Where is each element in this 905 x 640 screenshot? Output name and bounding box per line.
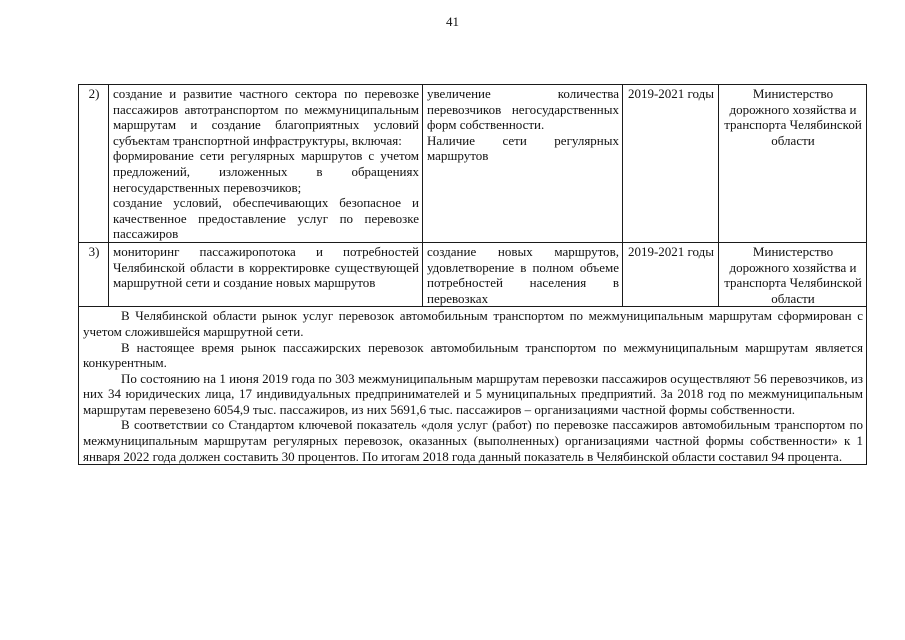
summary-paragraph: В Челябинской области рынок услуг перевозок автомобильным транспортом по межмуниципальным маршрутам сформирован с учетом сложившейся маршрутной сети. bbox=[83, 308, 863, 339]
period-cell: 2019-2021 годы bbox=[623, 242, 719, 306]
row-number: 2) bbox=[79, 85, 109, 243]
result-cell bbox=[423, 242, 623, 306]
activity-text: мониторинг пассажиропотока и потребностей Челябинской области в корректировке существующей маршрутной сети и создание новых маршрутов bbox=[113, 243, 419, 291]
result-text: Наличие сети регулярных маршрутов bbox=[427, 132, 619, 164]
activity-cell bbox=[109, 242, 423, 306]
summary-row bbox=[79, 307, 867, 465]
page-number: 41 bbox=[446, 14, 459, 29]
row-number: 3) bbox=[79, 242, 109, 306]
responsible-org-cell: Министерство дорожного хозяйства и транспорта Челябинской области bbox=[719, 85, 867, 243]
result-text: создание новых маршрутов, удовлетворение в полном объеме потребностей населения в перевозках bbox=[427, 243, 619, 306]
table-row bbox=[79, 242, 867, 306]
measures-table bbox=[78, 84, 867, 465]
activity-cell bbox=[109, 85, 423, 243]
summary-paragraph: По состоянию на 1 июня 2019 года по 303 межмуниципальным маршрутам перевозки пассажиров осуществляют 56 перевозчиков, из них 34 юридических лица, 17 индивидуальных предпринимателей и 5 муниципальных предприятий. За 2018 год по межмуниципальным маршрутам перевезено 6054,9 тыс. пассажиров, из них 5691,6 тыс. пассажиров – организациями частной формы собственности. bbox=[83, 370, 863, 417]
summary-paragraph: В соответствии со Стандартом ключевой показатель «доля услуг (работ) по перевозке пассажиров автомобильным транспортом по межмуниципальным маршрутам регулярных перевозок, оказанных (выполненных) организациями частной формы собственности» к 1 января 2022 года должен составить 30 процентов. По итогам 2018 года данный показатель в Челябинской области составил 94 процента. bbox=[83, 417, 863, 464]
result-text: увеличение количества перевозчиков негосударственных форм собственности. bbox=[427, 86, 619, 133]
activity-text: создание условий, обеспечивающих безопасное и качественное предоставление услуг по перевозке пассажиров bbox=[113, 195, 419, 242]
result-cell bbox=[423, 85, 623, 243]
period-cell: 2019-2021 годы bbox=[623, 85, 719, 243]
summary-cell bbox=[79, 307, 867, 465]
summary-paragraph: В настоящее время рынок пассажирских перевозок автомобильным транспортом по межмуниципальным маршрутам является конкурентным. bbox=[83, 339, 863, 371]
table-row bbox=[79, 85, 867, 243]
activity-text: формирование сети регулярных маршрутов с учетом предложений, изложенных в обращениях негосударственных перевозчиков; bbox=[113, 148, 419, 195]
responsible-org-cell: Министерство дорожного хозяйства и транспорта Челябинской области bbox=[719, 242, 867, 306]
activity-text: создание и развитие частного сектора по перевозке пассажиров автотранспортом по межмуниципальным маршрутам и создание благоприятных условий субъектам транспортной инфраструктуры, включая: bbox=[113, 86, 419, 148]
